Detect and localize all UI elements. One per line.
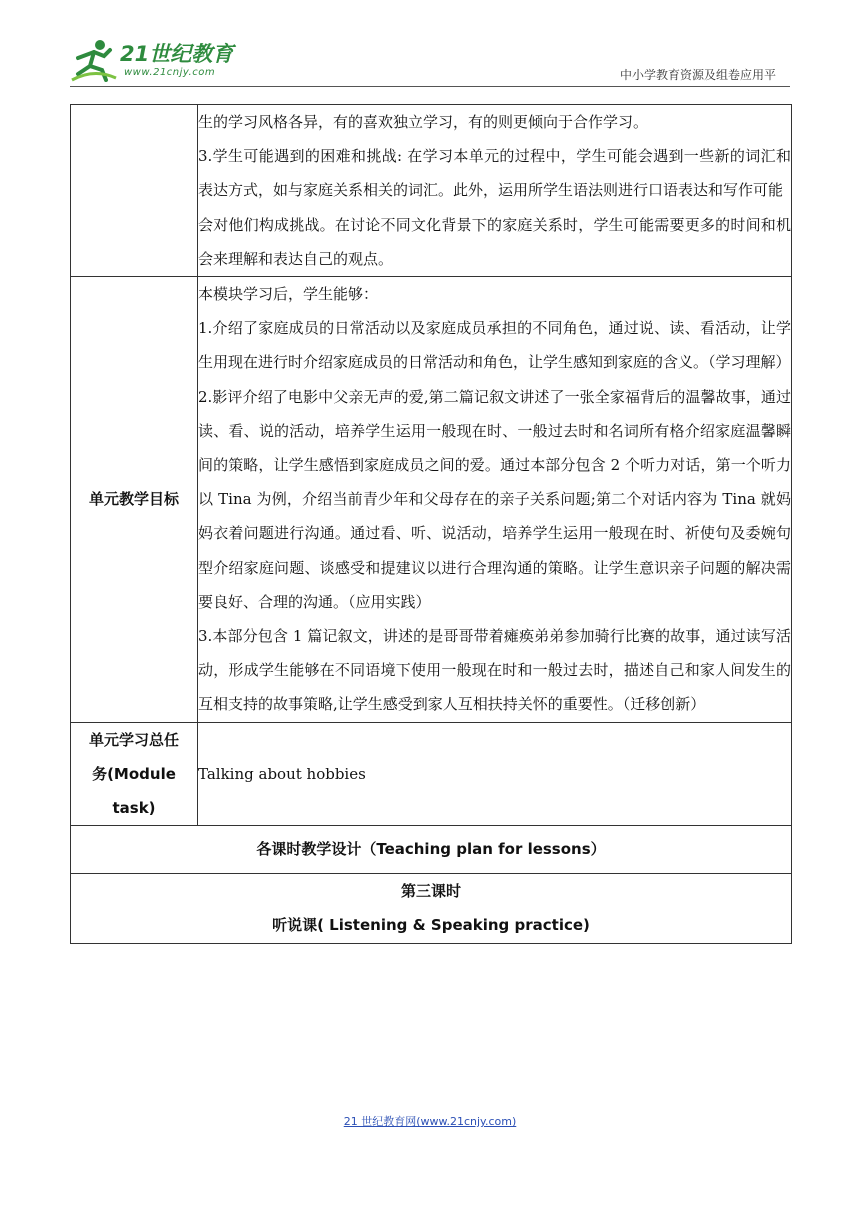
table-row-module-task	[71, 722, 792, 825]
unit-objectives-label: 单元教学目标	[71, 277, 198, 723]
paragraph: 3.学生可能遇到的困难和挑战: 在学习本单元的过程中，学生可能会遇到一些新的词汇和表达方式，如与家庭关系相关的词汇。此外，运用所学生语法则进行口语表达和写作可能	[198, 147, 791, 200]
lesson-plan-table	[70, 104, 792, 944]
student-analysis-cell	[198, 105, 792, 277]
runner-logo-icon	[70, 38, 118, 82]
table-row-lessons-heading	[71, 825, 792, 873]
logo-text: 21世纪教育	[120, 42, 234, 66]
paragraph: 生的学习风格各异，有的喜欢独立学习，有的则更倾向于合作学习。	[198, 113, 649, 131]
page-header	[70, 36, 790, 88]
logo-url: www.21cnjy.com	[124, 67, 216, 78]
lesson-title-cell	[71, 873, 792, 943]
label-line: 务(Module	[92, 764, 176, 783]
paragraph: 会对他们构成挑战。在讨论不同文化背景下的家庭关系时，学生可能需要更多的时间和机会来理解和表达自己的观点。	[198, 215, 791, 268]
table-row-student-analysis	[71, 105, 792, 277]
header-platform-text: 中小学教育资源及组卷应用平	[619, 68, 776, 82]
table-row-unit-objectives	[71, 277, 792, 723]
paragraph: 1.介绍了家庭成员的日常活动以及家庭成员承担的不同角色，通过说、读、看活动，让学生用现在进行时介绍家庭成员的日常活动和角色，让学生感知到家庭的含义。（学习理解）	[198, 319, 791, 372]
site-logo[interactable]	[70, 36, 250, 86]
page-footer	[0, 1113, 860, 1129]
table-row-lesson-title	[71, 873, 792, 943]
paragraph: 本模块学习后，学生能够：	[198, 285, 379, 304]
lesson-number: 第三课时	[400, 881, 461, 900]
module-task-content: Talking about hobbies	[198, 722, 792, 825]
paragraph: 2.影评介绍了电影中父亲无声的爱,第二篇记叙文讲述了一张全家福背后的温馨故事，通过读、看、说的活动，培养学生运用一般现在时、一般过去时和名词所有格介绍家庭温馨瞬间的策略，让学生感悟到家庭成员之间的爱。通过本部分包含 2 个听力对话，第一个听力以 Tina 为例，介绍当前青少年和父母存在的亲子关系问题;第二个对话内容为 Tina 就妈妈衣着问题进行沟通。通过看、听、说活动，培养学生运用一般现在时、祈使句及委婉句型介绍家庭问题、谈感受和提建议以进行合理沟通的策略。让学生意识亲子问题的解决需要良好、合理的沟通。（应用实践）	[198, 387, 791, 611]
module-task-label	[71, 722, 198, 825]
unit-objectives-cell	[198, 277, 792, 723]
footer-link[interactable]: 21 世纪教育网(www.21cnjy.com)	[343, 1115, 517, 1128]
lesson-type: 听说课( Listening & Speaking practice)	[272, 915, 590, 934]
empty-label-cell	[71, 105, 198, 277]
lessons-heading: 各课时教学设计（Teaching plan for lessons）	[71, 825, 792, 873]
label-line: 单元学习总任	[88, 730, 179, 749]
header-divider	[70, 86, 790, 87]
paragraph: 3.本部分包含 1 篇记叙文，讲述的是哥哥带着瘫痪弟弟参加骑行比赛的故事，通过读写活动，形成学生能够在不同语境下使用一般现在时和一般过去时，描述自己和家人间发生的互相支持的故事策略,让学生感受到家人互相扶持关怀的重要性。（迁移创新）	[198, 627, 791, 714]
label-line: task)	[112, 798, 156, 817]
